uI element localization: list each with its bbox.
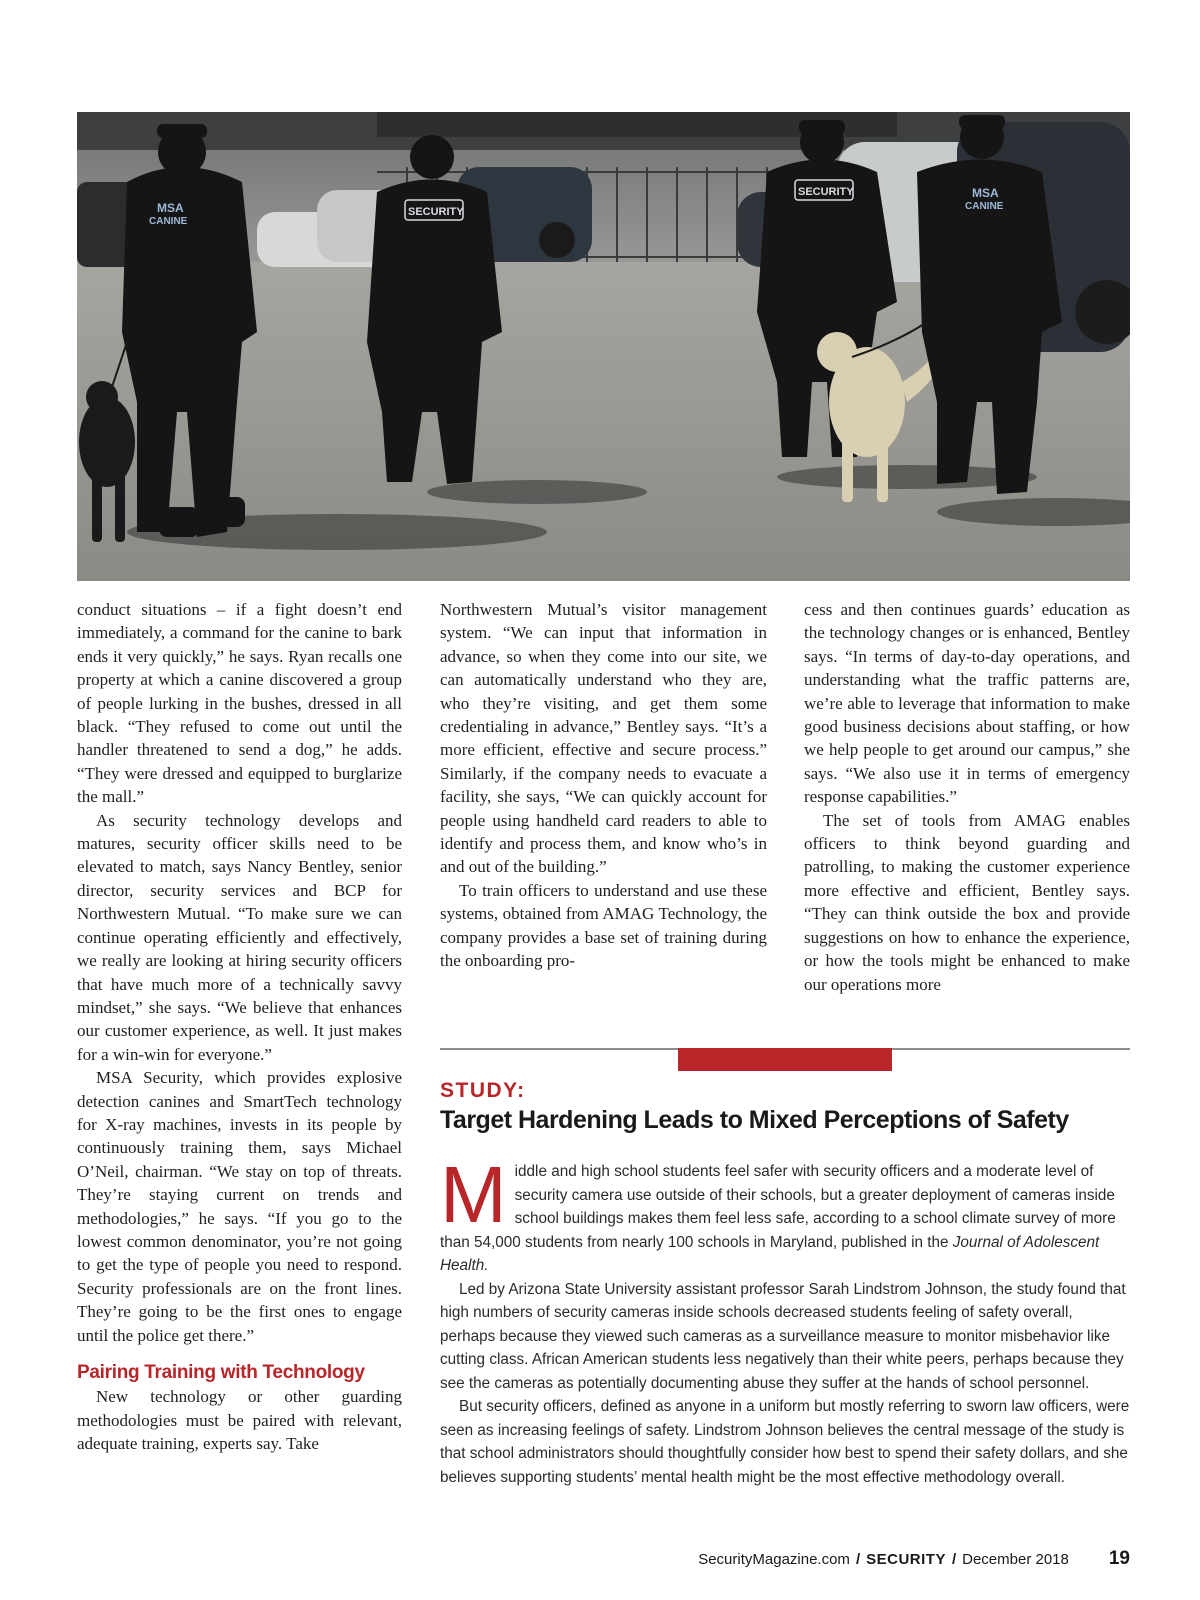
subhead: Pairing Training with Technology xyxy=(77,1362,365,1383)
sidebar-title: Target Hardening Leads to Mixed Perceptions of Safety xyxy=(440,1106,1069,1134)
sidebar-paragraph-1 xyxy=(440,1150,1130,1278)
page-footer xyxy=(698,1548,1130,1570)
article-column-1 xyxy=(77,598,402,1456)
drop-cap: M xyxy=(440,1150,507,1239)
jacket-label-security-1: SECURITY xyxy=(408,206,464,218)
paragraph: Northwestern Mutual’s visitor management system. “We can input that information in advance, so when they come into our site, we can automatically understand who they are, who they’re visiting, and get them some credentialing in advance,” Bentley says. “It’s a more efficient, effective and secure process.” Similarly, if the company needs to evacuate a facility, she says, “We can quickly account for people using handheld card readers to able to identify and process them, and know who’s in and out of the building.” xyxy=(440,600,767,877)
article-column-3 xyxy=(804,598,1130,996)
jacket-label-canine-left: MSA xyxy=(157,201,184,215)
footer-slash: / xyxy=(951,1551,957,1568)
jacket-label-canine-left-2: CANINE xyxy=(149,216,188,227)
footer-magazine: SECURITY xyxy=(866,1551,946,1568)
paragraph: MSA Security, which provides explosive detection canines and SmartTech technology for X-ray machines, invests in its people by continuously training them, says Michael O’Neil, chairman. “We stay on top of threats. They’re staying current on trends and methodologies,” he says. “If you go to the lowest common denominator, you’re not going to get the type of people you need to respond. Security professionals are on the front lines. They’re going to be the first ones to engage until the police get there.” xyxy=(77,1068,402,1345)
paragraph: cess and then continues guards’ education as the technology changes or is enhanced, Bentley says. “In terms of day-to-day operations, and understanding what the traffic patterns are, we’re able to leverage that information to make good business decisions about staffing, or how we help people to get around our campus,” she says. “We also use it in terms of emergency response capabilities.” xyxy=(804,600,1130,807)
paragraph: To train officers to understand and use these systems, obtained from AMAG Technology, the company provides a base set of training during the onboarding pro- xyxy=(440,880,767,971)
footer-slash: / xyxy=(855,1551,861,1568)
journal-name: Journal of Adolescent Health. xyxy=(440,1233,1100,1274)
paragraph: New technology or other guarding methodologies must be paired with relevant, adequate training, experts say. Take xyxy=(77,1387,402,1454)
paragraph: As security technology develops and matures, security officer skills need to be elevated to match, says Nancy Bentley, senior director, security services and BCP for Northwestern Mutual. “To make sure we can continue operating efficiently and effectively, we really are looking at hiring security officers that have much more of a technically savvy mindset,” she says. “We believe that enhances our customer experience, as well. It just makes for a win-win for everyone.” xyxy=(77,810,402,1064)
jacket-label-security-2: SECURITY xyxy=(798,186,854,198)
jacket-label-canine-right-2: CANINE xyxy=(965,201,1004,212)
article-column-2 xyxy=(440,598,767,973)
jacket-label-canine-right: MSA xyxy=(972,186,999,200)
footer-date: December 2018 xyxy=(962,1551,1069,1568)
sidebar-paragraph-1-text: iddle and high school students feel safer with security officers and a moderate level of security camera use outside of their schools, but a greater deployment of cameras inside school buildings makes them feel less safe, according to a school climate survey of more than 54,000 students from nearly 100 schools in Maryland, published in the xyxy=(440,1163,1116,1251)
paragraph: The set of tools from AMAG enables officers to think beyond guarding and patrolling, to making the customer experience more effective and efficient, Bentley says. “They can think outside the box and provide suggestions on how to enhance the experience, or how the tools might be enhanced to make our operations more xyxy=(804,810,1130,994)
page-number: 19 xyxy=(1108,1548,1130,1569)
sidebar-label: STUDY: xyxy=(440,1079,526,1102)
sidebar-accent-bar xyxy=(678,1048,892,1071)
sidebar-body xyxy=(440,1150,1130,1489)
article-photo xyxy=(77,112,1130,581)
sidebar-paragraph-3: But security officers, defined as anyone in a uniform but mostly referring to sworn law officers, were seen as increasing feelings of safety. Lindstrom Johnson believes the central message of the study is that school administrators should thoughtfully consider how best to spend their safety dollars, and she believes supporting students’ mental health might be the most effective methodology overall. xyxy=(440,1398,1130,1486)
sidebar-paragraph-2: Led by Arizona State University assistant professor Sarah Lindstrom Johnson, the study found that high numbers of security cameras inside schools decreased students feeling of safety overall, perhaps because they viewed such cameras as a surveillance measure to monitor misbehavior like cutting class. African American students less negatively than their white peers, perhaps because they see the cameras as potentially documenting abuse they suffer at the hands of school personnel. xyxy=(440,1280,1126,1392)
photo-illustration xyxy=(77,112,1130,581)
paragraph: conduct situations – if a fight doesn’t end immediately, a command for the canine to bark ends it very quickly,” he says. Ryan recalls one property at which a canine discovered a group of people lurking in the bushes, dressed in all black. “They refused to come out until the handler threatened to send a dog,” he adds. “They were dressed and equipped to burglarize the mall.” xyxy=(77,600,402,807)
footer-site: SecurityMagazine.com xyxy=(698,1551,850,1568)
